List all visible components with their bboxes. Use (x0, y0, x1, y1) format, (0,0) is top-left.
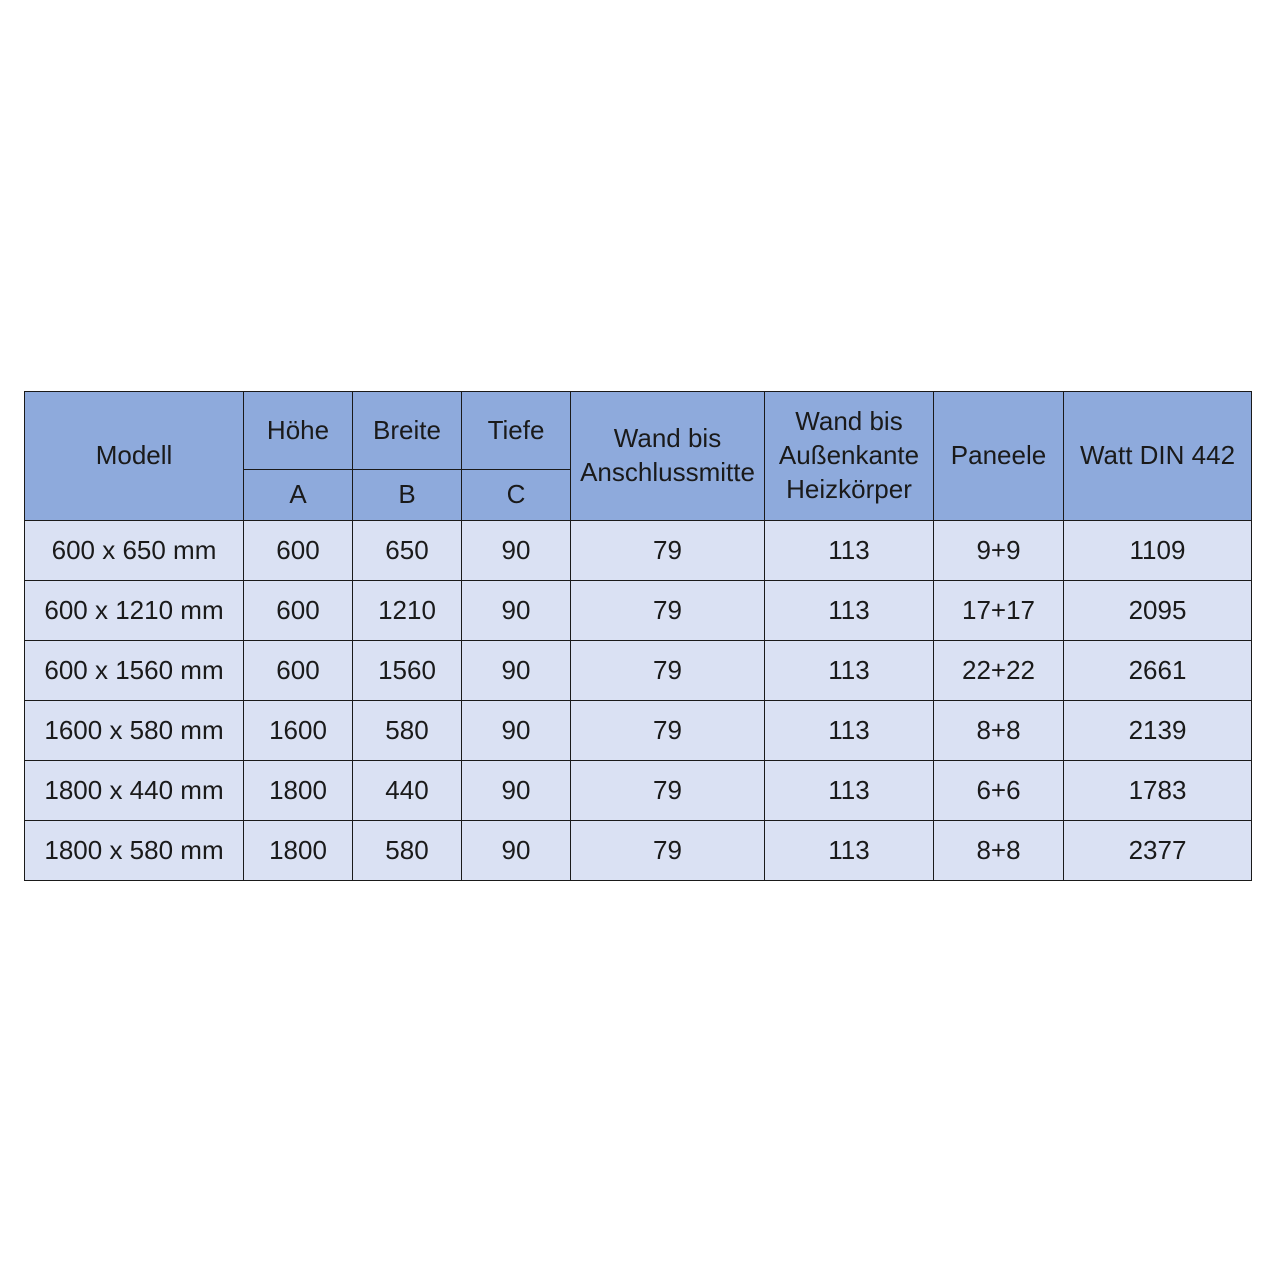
header-tiefe: Tiefe (462, 392, 571, 470)
cell-wand-aussenkante: 113 (765, 581, 934, 641)
cell-wand-anschlussmitte: 79 (571, 701, 765, 761)
cell-wand-aussenkante: 113 (765, 701, 934, 761)
cell-tiefe: 90 (462, 821, 571, 881)
cell-breite: 1560 (353, 641, 462, 701)
header-sub-a: A (244, 470, 353, 521)
cell-breite: 580 (353, 701, 462, 761)
cell-paneele: 22+22 (934, 641, 1064, 701)
table-row (25, 821, 1252, 881)
cell-paneele: 8+8 (934, 821, 1064, 881)
header-wand-aussenkante-line-1: Wand bis (795, 406, 903, 437)
cell-breite: 440 (353, 761, 462, 821)
cell-paneele: 17+17 (934, 581, 1064, 641)
cell-hoehe: 600 (244, 581, 353, 641)
cell-tiefe: 90 (462, 701, 571, 761)
cell-tiefe: 90 (462, 521, 571, 581)
header-wand-aussenkante-line-3: Heizkörper (786, 473, 912, 504)
cell-hoehe: 600 (244, 641, 353, 701)
cell-paneele: 9+9 (934, 521, 1064, 581)
cell-watt: 1109 (1064, 521, 1252, 581)
header-hoehe: Höhe (244, 392, 353, 470)
cell-wand-anschlussmitte: 79 (571, 581, 765, 641)
table-row (25, 521, 1252, 581)
header-modell: Modell (25, 392, 244, 521)
table-row (25, 581, 1252, 641)
radiator-spec-table (24, 391, 1252, 881)
header-wand-aussenkante (765, 392, 934, 521)
cell-tiefe: 90 (462, 581, 571, 641)
cell-breite: 580 (353, 821, 462, 881)
header-wand-anschlussmitte (571, 392, 765, 521)
cell-wand-aussenkante: 113 (765, 821, 934, 881)
cell-modell: 600 x 650 mm (25, 521, 244, 581)
cell-wand-aussenkante: 113 (765, 761, 934, 821)
cell-watt: 2661 (1064, 641, 1252, 701)
cell-wand-anschlussmitte: 79 (571, 641, 765, 701)
cell-hoehe: 1800 (244, 761, 353, 821)
cell-wand-aussenkante: 113 (765, 641, 934, 701)
header-breite: Breite (353, 392, 462, 470)
cell-breite: 650 (353, 521, 462, 581)
cell-watt: 2139 (1064, 701, 1252, 761)
cell-watt: 1783 (1064, 761, 1252, 821)
header-wand-aussenkante-line-2: Außenkante (778, 440, 920, 471)
cell-watt: 2377 (1064, 821, 1252, 881)
cell-wand-anschlussmitte: 79 (571, 521, 765, 581)
cell-modell: 1800 x 580 mm (25, 821, 244, 881)
cell-hoehe: 1600 (244, 701, 353, 761)
table-row (25, 641, 1252, 701)
table-row (25, 761, 1252, 821)
header-sub-c: C (462, 470, 571, 521)
header-wand-anschlussmitte-line-2: Anschlussmitte (580, 457, 755, 487)
cell-tiefe: 90 (462, 761, 571, 821)
cell-paneele: 8+8 (934, 701, 1064, 761)
cell-tiefe: 90 (462, 641, 571, 701)
cell-modell: 600 x 1560 mm (25, 641, 244, 701)
cell-breite: 1210 (353, 581, 462, 641)
cell-wand-anschlussmitte: 79 (571, 761, 765, 821)
header-paneele: Paneele (934, 392, 1064, 521)
header-watt: Watt DIN 442 (1064, 392, 1252, 521)
header-wand-anschlussmitte-line-1: Wand bis (613, 423, 722, 454)
cell-modell: 1800 x 440 mm (25, 761, 244, 821)
table-body (25, 521, 1252, 881)
table-header (25, 392, 1252, 521)
cell-paneele: 6+6 (934, 761, 1064, 821)
cell-hoehe: 1800 (244, 821, 353, 881)
cell-wand-aussenkante: 113 (765, 521, 934, 581)
cell-modell: 600 x 1210 mm (25, 581, 244, 641)
table-row (25, 701, 1252, 761)
cell-watt: 2095 (1064, 581, 1252, 641)
header-sub-b: B (353, 470, 462, 521)
cell-modell: 1600 x 580 mm (25, 701, 244, 761)
cell-hoehe: 600 (244, 521, 353, 581)
cell-wand-anschlussmitte: 79 (571, 821, 765, 881)
